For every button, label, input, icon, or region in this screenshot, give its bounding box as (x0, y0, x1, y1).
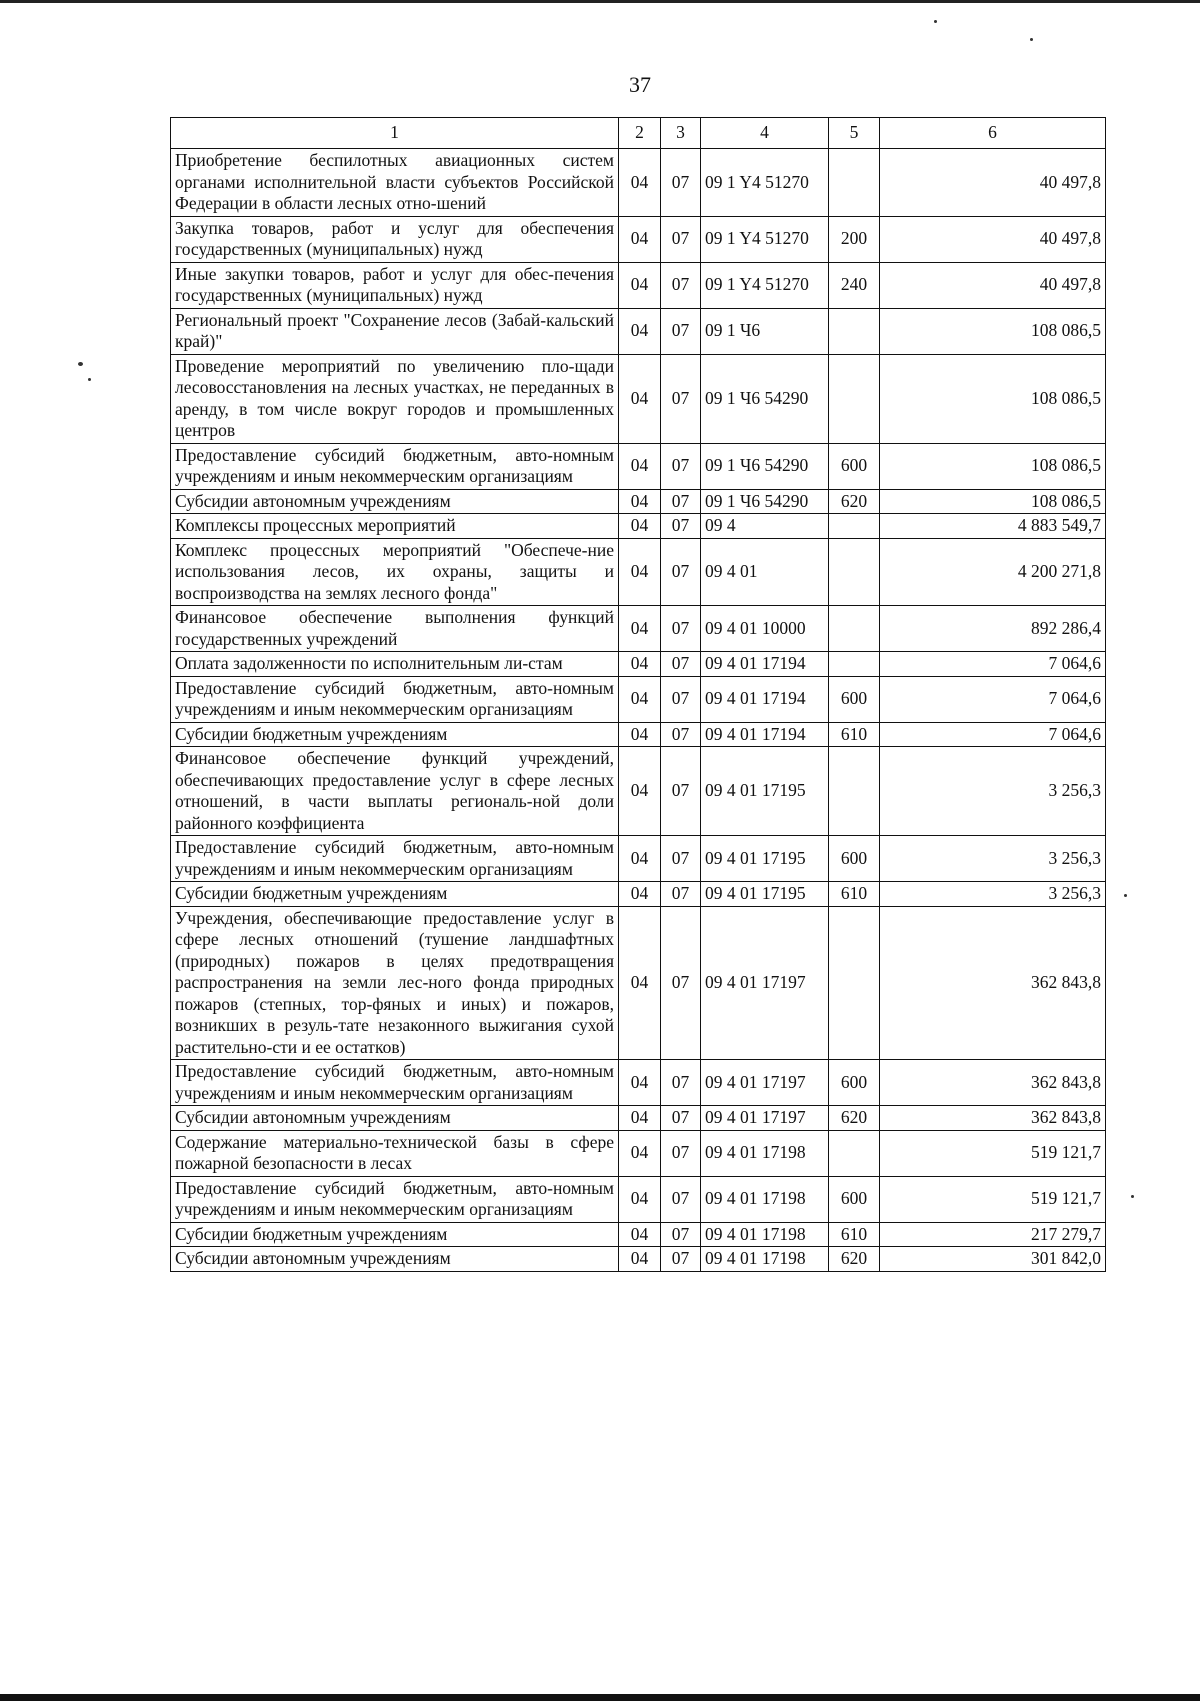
row-subsection-cell: 07 (661, 443, 701, 489)
row-subsection-cell: 07 (661, 906, 701, 1060)
row-subsection-cell: 07 (661, 882, 701, 907)
table-body (171, 149, 1106, 1272)
row-subsection-cell: 07 (661, 676, 701, 722)
row-code-cell: 09 4 01 17194 (701, 652, 829, 677)
scan-speck (934, 20, 937, 23)
row-amount-cell: 40 497,8 (880, 262, 1106, 308)
bottom-scan-edge (0, 1694, 1200, 1701)
row-code-cell: 09 4 01 17197 (701, 1060, 829, 1106)
row-amount-cell: 4 883 549,7 (880, 514, 1106, 539)
row-section-cell: 04 (619, 676, 661, 722)
row-amount-cell: 3 256,3 (880, 882, 1106, 907)
row-amount-cell: 3 256,3 (880, 836, 1106, 882)
row-amount-cell: 519 121,7 (880, 1130, 1106, 1176)
row-expense-type-cell (829, 514, 880, 539)
row-expense-type-cell: 200 (829, 216, 880, 262)
row-expense-type-cell: 610 (829, 722, 880, 747)
table-row (171, 676, 1106, 722)
row-amount-cell: 3 256,3 (880, 747, 1106, 836)
row-expense-type-cell (829, 1130, 880, 1176)
table-row (171, 514, 1106, 539)
row-name-cell: Комплекс процессных мероприятий "Обеспече-ние использования лесов, их охраны, защиты и воспроизводства на землях лесного фонда" (171, 538, 619, 606)
row-name-cell: Субсидии бюджетным учреждениям (171, 882, 619, 907)
row-amount-cell: 892 286,4 (880, 606, 1106, 652)
row-expense-type-cell: 620 (829, 1106, 880, 1131)
row-amount-cell: 7 064,6 (880, 676, 1106, 722)
row-subsection-cell: 07 (661, 489, 701, 514)
row-subsection-cell: 07 (661, 149, 701, 217)
table-row (171, 606, 1106, 652)
row-code-cell: 09 4 01 17198 (701, 1222, 829, 1247)
row-section-cell: 04 (619, 262, 661, 308)
row-name-cell: Оплата задолженности по исполнительным ли-стам (171, 652, 619, 677)
row-section-cell: 04 (619, 722, 661, 747)
row-expense-type-cell: 240 (829, 262, 880, 308)
header-cell: 1 (171, 118, 619, 149)
row-code-cell: 09 4 01 17198 (701, 1130, 829, 1176)
table-row (171, 747, 1106, 836)
row-name-cell: Предоставление субсидий бюджетным, авто-номным учреждениям и иным некоммерческим организациям (171, 1176, 619, 1222)
row-subsection-cell: 07 (661, 262, 701, 308)
row-section-cell: 04 (619, 1130, 661, 1176)
row-expense-type-cell: 620 (829, 489, 880, 514)
row-section-cell: 04 (619, 836, 661, 882)
row-name-cell: Проведение мероприятий по увеличению пло-щади лесовосстановления на лесных участках, не переданных в аренду, в том числе вокруг городов и промышленных центров (171, 354, 619, 443)
row-expense-type-cell: 610 (829, 1222, 880, 1247)
scan-speck (1124, 894, 1127, 897)
table-row (171, 216, 1106, 262)
scan-speck (78, 362, 83, 366)
table-row (171, 1222, 1106, 1247)
row-section-cell: 04 (619, 308, 661, 354)
row-subsection-cell: 07 (661, 1060, 701, 1106)
row-code-cell: 09 4 01 17194 (701, 676, 829, 722)
row-expense-type-cell: 600 (829, 1176, 880, 1222)
table-row (171, 308, 1106, 354)
row-name-cell: Закупка товаров, работ и услуг для обеспечения государственных (муниципальных) нужд (171, 216, 619, 262)
row-code-cell: 09 4 01 (701, 538, 829, 606)
row-section-cell: 04 (619, 489, 661, 514)
row-expense-type-cell (829, 747, 880, 836)
scan-speck (88, 378, 91, 381)
row-section-cell: 04 (619, 354, 661, 443)
scan-speck (1030, 38, 1033, 41)
row-amount-cell: 108 086,5 (880, 354, 1106, 443)
row-name-cell: Предоставление субсидий бюджетным, авто-номным учреждениям и иным некоммерческим организациям (171, 836, 619, 882)
scan-speck (1131, 1195, 1134, 1198)
row-subsection-cell: 07 (661, 1247, 701, 1272)
row-section-cell: 04 (619, 514, 661, 539)
table-row (171, 1060, 1106, 1106)
row-expense-type-cell (829, 308, 880, 354)
row-amount-cell: 519 121,7 (880, 1176, 1106, 1222)
row-amount-cell: 301 842,0 (880, 1247, 1106, 1272)
table-row (171, 149, 1106, 217)
row-code-cell: 09 4 01 17198 (701, 1247, 829, 1272)
row-amount-cell: 108 086,5 (880, 443, 1106, 489)
table-row (171, 262, 1106, 308)
row-amount-cell: 108 086,5 (880, 308, 1106, 354)
row-expense-type-cell (829, 538, 880, 606)
table-row (171, 1176, 1106, 1222)
row-section-cell: 04 (619, 1222, 661, 1247)
row-subsection-cell: 07 (661, 216, 701, 262)
row-section-cell: 04 (619, 906, 661, 1060)
row-expense-type-cell (829, 149, 880, 217)
row-name-cell: Предоставление субсидий бюджетным, авто-номным учреждениям и иным некоммерческим организациям (171, 1060, 619, 1106)
row-subsection-cell: 07 (661, 652, 701, 677)
row-name-cell: Иные закупки товаров, работ и услуг для обес-печения государственных (муниципальных) нужд (171, 262, 619, 308)
row-expense-type-cell: 620 (829, 1247, 880, 1272)
table-row (171, 1106, 1106, 1131)
row-section-cell: 04 (619, 747, 661, 836)
row-section-cell: 04 (619, 149, 661, 217)
row-amount-cell: 108 086,5 (880, 489, 1106, 514)
row-section-cell: 04 (619, 443, 661, 489)
header-row (171, 118, 1106, 149)
row-code-cell: 09 1 Y4 51270 (701, 149, 829, 217)
row-amount-cell: 362 843,8 (880, 1060, 1106, 1106)
row-name-cell: Региональный проект "Сохранение лесов (Забай-кальский край)" (171, 308, 619, 354)
table-row (171, 443, 1106, 489)
row-section-cell: 04 (619, 1176, 661, 1222)
row-expense-type-cell: 600 (829, 443, 880, 489)
row-section-cell: 04 (619, 538, 661, 606)
row-section-cell: 04 (619, 1106, 661, 1131)
row-name-cell: Субсидии бюджетным учреждениям (171, 1222, 619, 1247)
table-row (171, 354, 1106, 443)
row-name-cell: Финансовое обеспечение функций учреждений, обеспечивающих предоставление услуг в сфере лесных отношений, в части выплаты региональ-ной доли районного коэффициента (171, 747, 619, 836)
page-number: 37 (629, 72, 651, 97)
row-name-cell: Финансовое обеспечение выполнения функций государственных учреждений (171, 606, 619, 652)
row-name-cell: Приобретение беспилотных авиационных систем органами исполнительной власти субъектов Российской Федерации в области лесных отно-шений (171, 149, 619, 217)
table-row (171, 1247, 1106, 1272)
table-row (171, 1130, 1106, 1176)
row-code-cell: 09 4 01 17195 (701, 836, 829, 882)
row-subsection-cell: 07 (661, 1130, 701, 1176)
row-name-cell: Субсидии бюджетным учреждениям (171, 722, 619, 747)
row-subsection-cell: 07 (661, 747, 701, 836)
row-amount-cell: 40 497,8 (880, 149, 1106, 217)
row-code-cell: 09 1 Y4 51270 (701, 216, 829, 262)
row-section-cell: 04 (619, 216, 661, 262)
row-amount-cell: 217 279,7 (880, 1222, 1106, 1247)
row-code-cell: 09 4 (701, 514, 829, 539)
row-subsection-cell: 07 (661, 1106, 701, 1131)
table-row (171, 538, 1106, 606)
row-subsection-cell: 07 (661, 722, 701, 747)
header-cell: 3 (661, 118, 701, 149)
row-name-cell: Комплексы процессных мероприятий (171, 514, 619, 539)
table-row (171, 836, 1106, 882)
row-section-cell: 04 (619, 1060, 661, 1106)
row-expense-type-cell (829, 652, 880, 677)
row-code-cell: 09 1 Y4 51270 (701, 262, 829, 308)
row-section-cell: 04 (619, 1247, 661, 1272)
row-subsection-cell: 07 (661, 1222, 701, 1247)
row-expense-type-cell (829, 906, 880, 1060)
header-cell: 5 (829, 118, 880, 149)
row-name-cell: Субсидии автономным учреждениям (171, 489, 619, 514)
header-cell: 6 (880, 118, 1106, 149)
row-name-cell: Предоставление субсидий бюджетным, авто-номным учреждениям и иным некоммерческим организациям (171, 443, 619, 489)
table-row (171, 652, 1106, 677)
row-code-cell: 09 4 01 17195 (701, 882, 829, 907)
row-name-cell: Учреждения, обеспечивающие предоставление услуг в сфере лесных отношений (тушение ландшафтных (природных) пожаров в целях предотвращения распространения на земли лес-ного фонда природных пожаров (степных, тор-фяных и иных) и пожаров, возникших в резуль-тате незаконного выжигания сухой растительно-сти и ее остатков) (171, 906, 619, 1060)
row-section-cell: 04 (619, 606, 661, 652)
row-name-cell: Предоставление субсидий бюджетным, авто-номным учреждениям и иным некоммерческим организациям (171, 676, 619, 722)
row-subsection-cell: 07 (661, 606, 701, 652)
table-row (171, 906, 1106, 1060)
row-name-cell: Субсидии автономным учреждениям (171, 1106, 619, 1131)
row-section-cell: 04 (619, 652, 661, 677)
row-subsection-cell: 07 (661, 1176, 701, 1222)
row-subsection-cell: 07 (661, 354, 701, 443)
row-amount-cell: 7 064,6 (880, 722, 1106, 747)
row-subsection-cell: 07 (661, 514, 701, 539)
row-amount-cell: 40 497,8 (880, 216, 1106, 262)
row-expense-type-cell (829, 606, 880, 652)
row-amount-cell: 4 200 271,8 (880, 538, 1106, 606)
table-row (171, 489, 1106, 514)
budget-table (170, 117, 1106, 1272)
row-name-cell: Субсидии автономным учреждениям (171, 1247, 619, 1272)
table-row (171, 722, 1106, 747)
row-subsection-cell: 07 (661, 836, 701, 882)
row-expense-type-cell: 600 (829, 676, 880, 722)
row-code-cell: 09 4 01 17197 (701, 1106, 829, 1131)
row-code-cell: 09 4 01 10000 (701, 606, 829, 652)
row-code-cell: 09 1 Ч6 54290 (701, 443, 829, 489)
row-code-cell: 09 4 01 17195 (701, 747, 829, 836)
row-code-cell: 09 1 Ч6 54290 (701, 354, 829, 443)
row-code-cell: 09 4 01 17198 (701, 1176, 829, 1222)
top-scan-edge (0, 0, 1200, 3)
table-row (171, 882, 1106, 907)
row-amount-cell: 362 843,8 (880, 906, 1106, 1060)
row-subsection-cell: 07 (661, 308, 701, 354)
row-code-cell: 09 1 Ч6 (701, 308, 829, 354)
row-code-cell: 09 1 Ч6 54290 (701, 489, 829, 514)
row-expense-type-cell (829, 354, 880, 443)
header-cell: 4 (701, 118, 829, 149)
row-code-cell: 09 4 01 17197 (701, 906, 829, 1060)
row-amount-cell: 362 843,8 (880, 1106, 1106, 1131)
row-amount-cell: 7 064,6 (880, 652, 1106, 677)
row-name-cell: Содержание материально-технической базы в сфере пожарной безопасности в лесах (171, 1130, 619, 1176)
header-cell: 2 (619, 118, 661, 149)
row-expense-type-cell: 600 (829, 836, 880, 882)
row-subsection-cell: 07 (661, 538, 701, 606)
row-expense-type-cell: 610 (829, 882, 880, 907)
row-code-cell: 09 4 01 17194 (701, 722, 829, 747)
row-section-cell: 04 (619, 882, 661, 907)
row-expense-type-cell: 600 (829, 1060, 880, 1106)
